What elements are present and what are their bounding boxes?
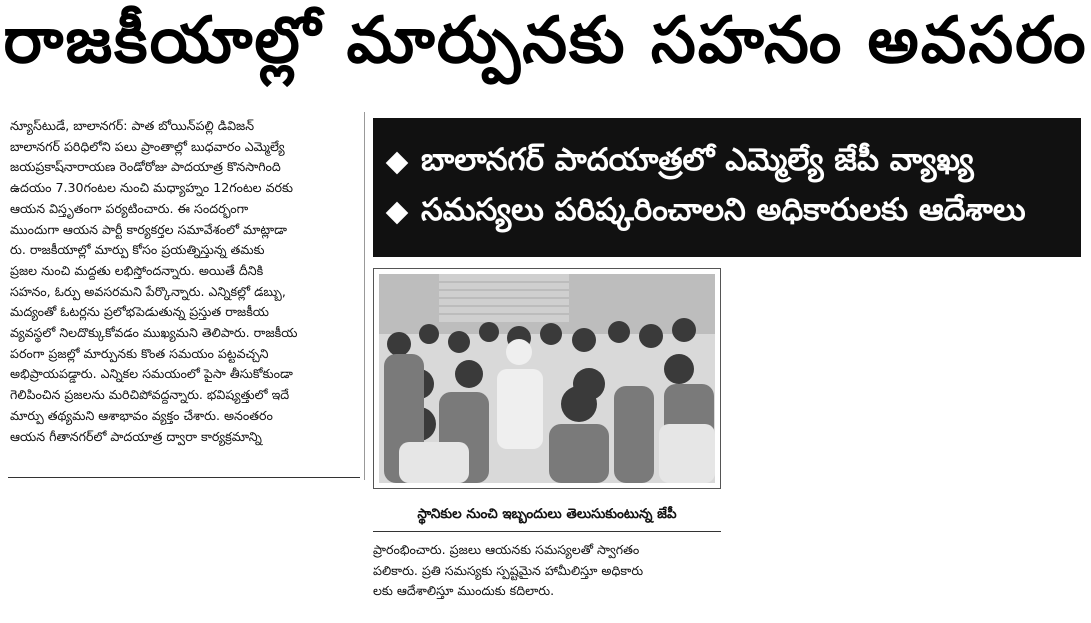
article-line: పరంగా ప్రజల్లో మార్పునకు కొంత సమయం పట్టవచ్చని xyxy=(10,345,269,361)
highlight-point xyxy=(383,138,1081,188)
article-body xyxy=(10,116,360,447)
highlights-banner xyxy=(373,118,1081,257)
article-line: ఆయన గీతానగర్‌లో పాదయాత్ర ద్వారా కార్యక్రమాన్ని xyxy=(10,428,262,444)
article-line: గెలిపించిన ప్రజలను మరిచిపోవద్దన్నారు. భవిష్యత్తులో ఇదే xyxy=(10,387,290,403)
article-line: అభిప్రాయపడ్డారు. ఎన్నికల సమయంలో పైసా తీసుకోకుండా xyxy=(10,366,293,382)
article-line: రు. రాజకీయాల్లో మార్పు కోసం ప్రయత్నిస్తున్న తమకు xyxy=(10,242,265,258)
article-line: ప్రారంభించారు. ప్రజలు ఆయనకు సమస్యలతో స్వాగతం xyxy=(373,542,640,557)
article-line: పలికారు. ప్రతి సమస్యకు స్పష్టమైన హామీలిస్తూ అధికారు xyxy=(373,562,644,578)
article-line: ప్రజల నుంచి మద్దతు లభిస్తోందన్నారు. అయితే దీనికి xyxy=(10,262,264,278)
crowd-photo-illustration xyxy=(379,274,715,483)
article-line: బాలానగర్ పరిధిలోని పలు ప్రాంతాల్లో బుధవారం ఎమ్మెల్యే xyxy=(10,138,285,154)
article-line: సహనం, ఓర్పు అవసరమని పేర్కొన్నారు. ఎన్నికల్లో డబ్బు, xyxy=(10,283,286,299)
article-line: ఆయన విస్తృతంగా పర్యటించారు. ఈ సందర్భంగా xyxy=(10,200,249,216)
headline: రాజకీయాల్లో మార్పునకు సహనం అవసరం xyxy=(3,4,1088,78)
highlight-text: సమస్యలు పరిష్కరించాలని అధికారులకు ఆదేశాలు xyxy=(421,191,1026,228)
highlight-point xyxy=(383,188,1081,238)
article-line: ఉదయం 7.30గంటల నుంచి మధ్యాహ్నం 12గంటల వరకు xyxy=(10,180,293,196)
photo-caption: స్థానికుల నుంచి ఇబ్బందులు తెలుసుకుంటున్న జేపీ xyxy=(417,506,677,522)
diamond-bullet-icon xyxy=(386,152,409,175)
column-divider xyxy=(364,112,365,480)
article-line: వ్యవస్థలో నిలదొక్కుకోవడం ముఖ్యమని తెలిపారు. రాజకీయ xyxy=(10,325,298,341)
caption-rule xyxy=(373,531,721,532)
article-line: మార్పు తథ్యమని ఆశాభావం వ్యక్తం చేశారు. అనంతరం xyxy=(10,407,273,423)
article-line: లకు ఆదేశాలిస్తూ ముందుకు కదిలారు. xyxy=(373,583,555,598)
article-line: మద్యంతో ఓటర్లను ప్రలోభపెడుతున్న ప్రస్తుత రాజకీయ xyxy=(10,304,269,320)
news-photo xyxy=(373,268,721,489)
column-end-rule xyxy=(8,477,360,478)
highlight-text: బాలానగర్ పాదయాత్రలో ఎమ్మెల్యే జేపీ వ్యాఖ్య xyxy=(421,141,974,178)
article-line: జయప్రకాష్‌నారాయణ రెండోరోజు పాదయాత్ర కొనసాగింది xyxy=(10,159,281,175)
article-line: న్యూస్‌టుడే, బాలానగర్: పాత బోయిన్‌పల్లి డివిజన్ xyxy=(10,118,255,133)
diamond-bullet-icon xyxy=(386,202,409,225)
article-continuation xyxy=(373,540,721,602)
article-line: ముందుగా ఆయన పార్టీ కార్యకర్తల సమావేశంలో మాట్లాడా xyxy=(10,221,288,237)
